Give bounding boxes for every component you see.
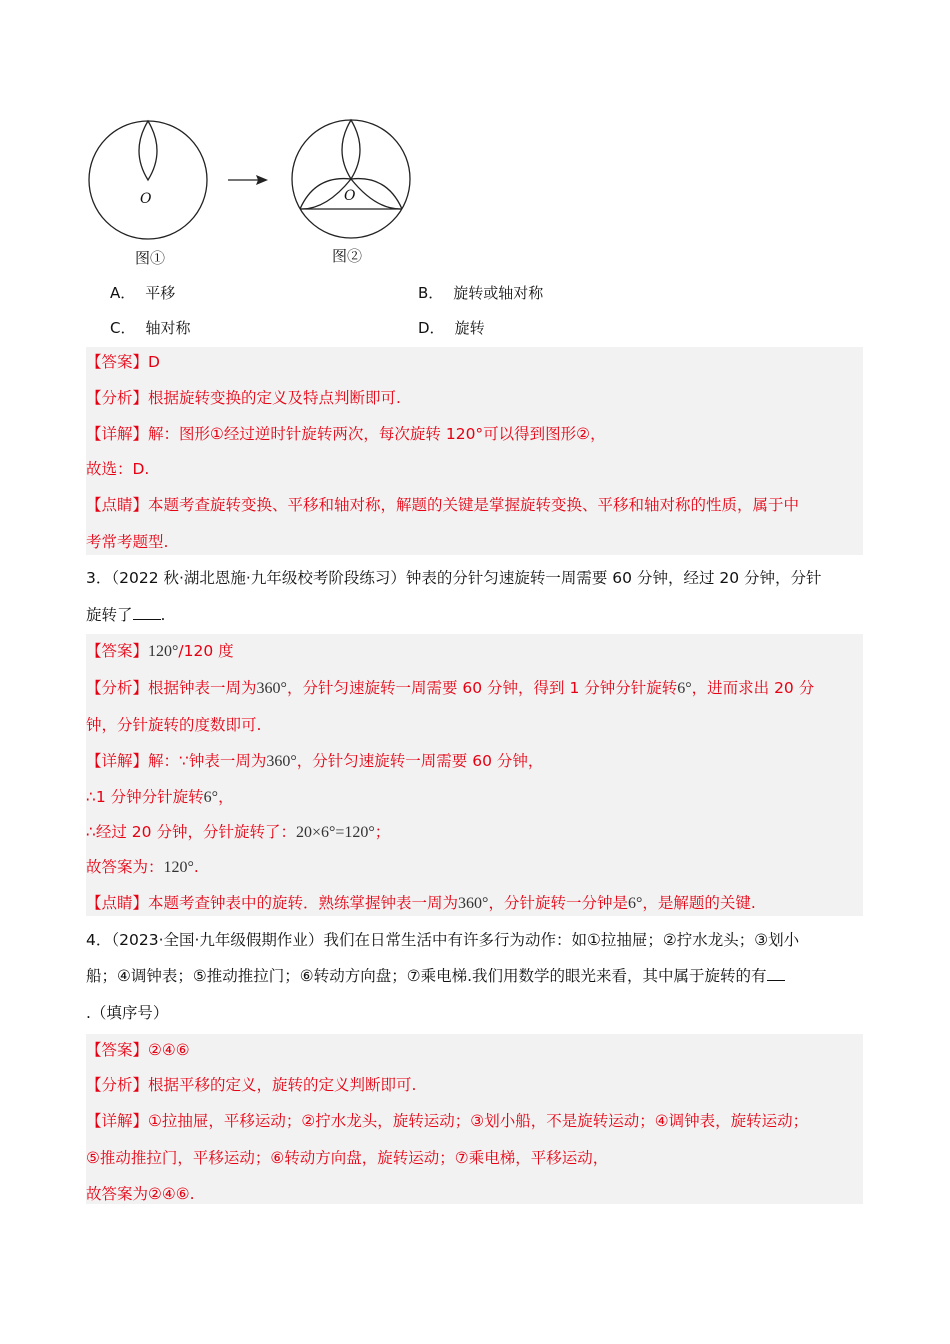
q3-detail — [86, 751, 543, 772]
q3-solution-box — [86, 634, 863, 916]
option-c — [110, 317, 191, 338]
analysis-text: ，分针匀速旋转一周需要 60 分钟，得到 1 分钟分针旋转 — [286, 679, 678, 697]
option-text: 平移 — [145, 284, 176, 302]
analysis-tag: 【分析】 — [86, 1076, 149, 1094]
option-key: A． — [110, 284, 136, 302]
math-expr: 360° — [256, 680, 287, 697]
answer-value: D — [148, 353, 160, 371]
q4-detail — [86, 1111, 808, 1131]
q4-detail-cont: ⑤推动推拉门，平移运动；⑥转动方向盘，旋转运动；⑦乘电梯，平移运动， — [86, 1149, 609, 1167]
question-stem: 旋转了 — [86, 606, 133, 624]
comment-tag: 【点睛】 — [86, 496, 149, 514]
q3-detail-step2 — [86, 787, 234, 808]
detail-tag: 【详解】 — [86, 752, 149, 770]
detail-text: ； — [374, 823, 391, 841]
question-source: （2023·全国·九年级假期作业） — [111, 931, 324, 949]
analysis-text: 根据钟表一周为 — [148, 679, 257, 697]
q2-comment — [86, 495, 799, 515]
question-source: （2022 秋·湖北恩施·九年级校考阶段练习） — [111, 569, 406, 587]
option-d — [418, 317, 485, 338]
question-stem: 船；④调钟表；⑤推动推拉门；⑥转动方向盘；⑦乘电梯.我们用数学的眼光来看，其中属于旋转的有 — [86, 967, 767, 985]
answer-tag: 【答案】 — [86, 642, 149, 660]
q3-detail-step3 — [86, 822, 390, 843]
q3-comment — [86, 893, 756, 914]
option-text: 旋转或轴对称 — [453, 284, 544, 302]
q4-stem-cont — [86, 966, 785, 986]
figure-1-caption: 图① — [135, 249, 166, 267]
answer-value: ②④⑥ — [148, 1041, 190, 1059]
detail-text: ， — [218, 788, 234, 806]
q2-detail-conclusion: 故选：D. — [86, 460, 150, 478]
math-expr: 6° — [203, 789, 219, 806]
comment-text: 本题考查钟表中的旋转．熟练掌握钟表一周为 — [148, 894, 459, 912]
comment-text: 本题考查旋转变换、平移和轴对称，解题的关键是掌握旋转变换、平移和轴对称的性质，属于中 — [148, 496, 800, 514]
detail-tag: 【详解】 — [86, 1112, 149, 1130]
analysis-text: ，进而求出 20 分 — [691, 679, 815, 697]
question-stem: 我们在日常生活中有许多行为动作：如①拉抽屉；②拧水龙头；③划小 — [323, 931, 800, 949]
option-key: C． — [110, 319, 136, 337]
question-number: 3． — [86, 569, 112, 587]
math-expr: 6° — [677, 680, 692, 697]
option-b — [418, 282, 543, 303]
q2-solution-box — [86, 347, 863, 555]
q3-stem — [86, 568, 822, 588]
q4-analysis — [86, 1075, 416, 1095]
detail-text: ∴经过 20 分钟，分针旋转了： — [86, 823, 296, 841]
option-key: D． — [418, 319, 445, 337]
q4-answer — [86, 1040, 190, 1060]
option-a — [110, 282, 175, 303]
center-label-2: O — [344, 188, 356, 204]
question-stem: 钟表的分针匀速旋转一周需要 60 分钟，经过 20 分钟，分针 — [405, 569, 822, 587]
answer-math: 120° — [148, 643, 179, 660]
question-stem-end: . — [160, 606, 166, 624]
q4-stem — [86, 930, 799, 950]
answer-tag: 【答案】 — [86, 353, 149, 371]
q3-answer — [86, 641, 234, 662]
answer-value: /120 度 — [178, 642, 234, 660]
analysis-tag: 【分析】 — [86, 389, 149, 407]
rotation-figure — [86, 115, 416, 270]
option-text: 轴对称 — [145, 319, 191, 337]
q2-answer — [86, 352, 160, 372]
detail-text: 故答案为： — [86, 858, 164, 876]
option-text: 旋转 — [454, 319, 485, 337]
figure-2-caption: 图② — [332, 247, 363, 265]
detail-text: . — [193, 858, 199, 876]
answer-blank — [133, 605, 161, 620]
comment-text: ，是解题的关键. — [642, 894, 756, 912]
question-number: 4． — [86, 931, 112, 949]
q3-detail-conclusion — [86, 857, 199, 878]
q4-detail-conclusion: 故答案为②④⑥. — [86, 1185, 195, 1203]
analysis-text: 根据平移的定义，旋转的定义判断即可. — [148, 1076, 417, 1094]
detail-text: 解：图形①经过逆时针旋转两次，每次旋转 120°可以得到图形②， — [148, 425, 606, 443]
detail-tag: 【详解】 — [86, 425, 149, 443]
comment-text: ，分针旋转一分钟是 — [488, 894, 628, 912]
analysis-tag: 【分析】 — [86, 679, 149, 697]
detail-text: ，分针匀速旋转一周需要 60 分钟， — [296, 752, 544, 770]
center-label-1: O — [140, 191, 152, 207]
detail-text: ∴1 分钟分针旋转 — [86, 788, 204, 806]
q4-stem-end: .（填序号） — [86, 1004, 169, 1022]
answer-tag: 【答案】 — [86, 1041, 149, 1059]
q2-detail — [86, 424, 606, 444]
q3-analysis-cont: 钟，分针旋转的度数即可. — [86, 716, 262, 734]
q2-analysis — [86, 388, 401, 408]
option-key: B． — [418, 284, 444, 302]
comment-tag: 【点睛】 — [86, 894, 149, 912]
math-expr: 120° — [163, 859, 194, 876]
q3-analysis — [86, 678, 814, 699]
analysis-text: 根据旋转变换的定义及特点判断即可. — [148, 389, 401, 407]
answer-blank — [767, 966, 785, 981]
q2-comment-cont: 考常考题型. — [86, 533, 169, 551]
detail-text: ①拉抽屉，平移运动；②拧水龙头，旋转运动；③划小船，不是旋转运动；④调钟表，旋转运动； — [148, 1112, 809, 1130]
math-expr: 360° — [458, 895, 489, 912]
detail-text: 解：∵钟表一周为 — [148, 752, 267, 770]
math-expr: 20×6°=120° — [295, 824, 375, 841]
math-expr: 6° — [627, 895, 643, 912]
math-expr: 360° — [266, 753, 297, 770]
q3-stem-cont — [86, 605, 165, 625]
